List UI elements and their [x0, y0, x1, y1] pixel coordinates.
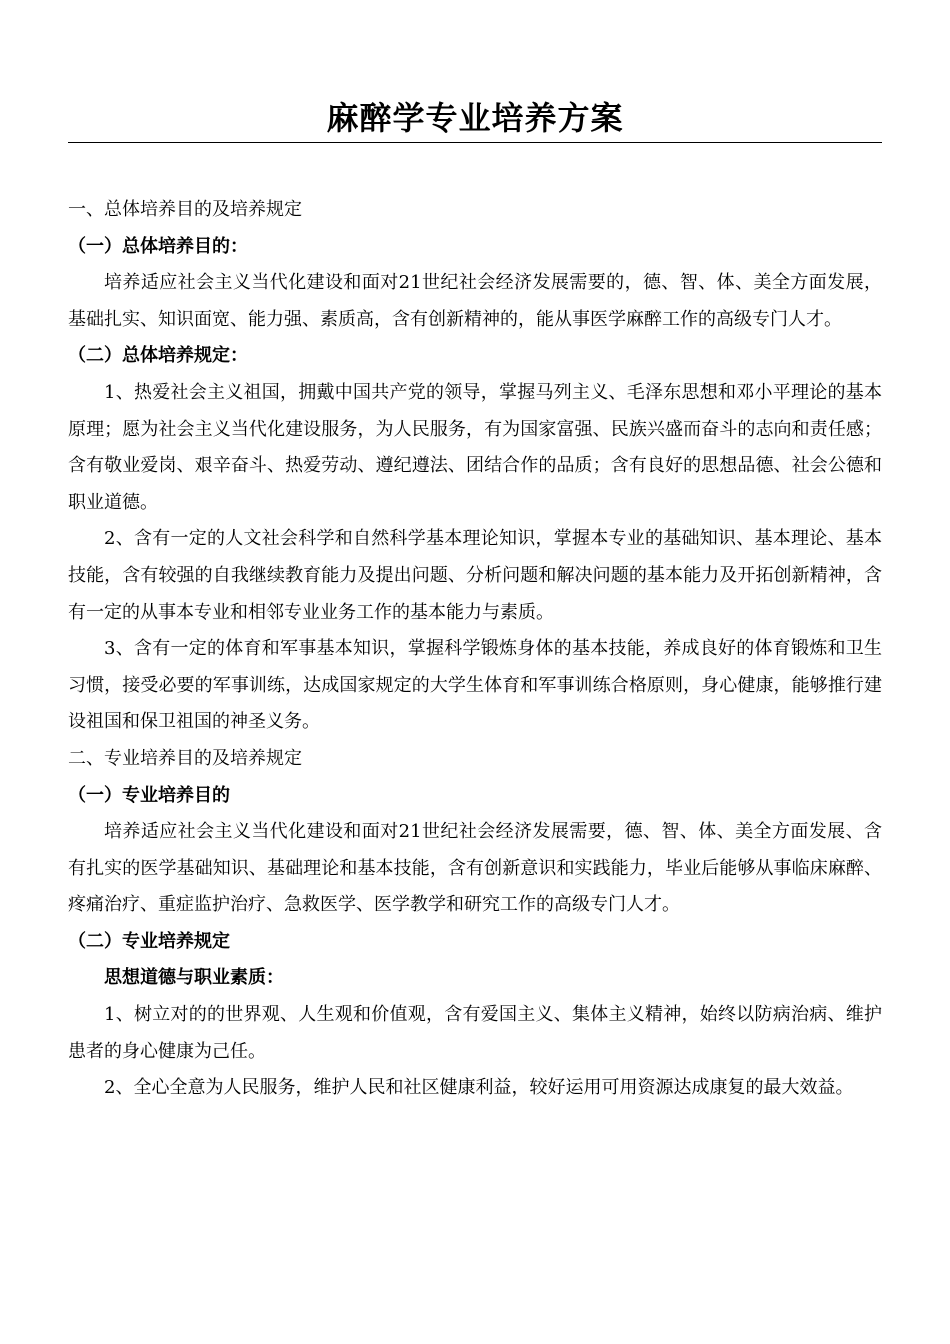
paragraph-overall-goal: 培养适应社会主义当代化建设和面对21世纪社会经济发展需要的，德、智、体、美全方面发展，基础扎实、知识面宽、能力强、素质高，含有创新精神的，能从事医学麻醉工作的高级专门人才。	[68, 272, 882, 330]
document-title: 麻醉学专业培养方案	[326, 99, 624, 137]
subsection-label-ethics: 思想道德与职业素质：	[104, 967, 284, 989]
document-body	[68, 192, 882, 1107]
paragraph-specialty-goal: 培养适应社会主义当代化建设和面对21世纪社会经济发展需要，德、智、体、美全方面发展、含有扎实的医学基础知识、基础理论和基本技能，含有创新意识和实践能力，毕业后能够从事临床麻醉、疼痛治疗、重症监护治疗、急救医学、医学教学和研究工作的高级专门人才。	[68, 821, 882, 916]
title-divider	[68, 142, 882, 143]
section-heading-2: 二、专业培养目的及培养规定	[68, 747, 302, 769]
subsection-heading-2-1: （一）专业培养目的	[68, 784, 230, 806]
paragraph-ethics-1: 1、树立对的的世界观、人生观和价值观，含有爱国主义、集体主义精神，始终以防病治病、维护患者的身心健康为己任。	[68, 1004, 882, 1062]
paragraph-requirement-2: 2、含有一定的人文社会科学和自然科学基本理论知识，掌握本专业的基础知识、基本理论、基本技能，含有较强的自我继续教育能力及提出问题、分析问题和解决问题的基本能力及开拓创新精神，含有一定的从事本专业和相邻专业业务工作的基本能力与素质。	[68, 528, 882, 623]
paragraph-requirement-1: 1、热爱社会主义祖国，拥戴中国共产党的领导，掌握马列主义、毛泽东思想和邓小平理论的基本原理；愿为社会主义当代化建设服务，为人民服务，有为国家富强、民族兴盛而奋斗的志向和责任感；含有敬业爱岗、艰辛奋斗、热爱劳动、遵纪遵法、团结合作的品质；含有良好的思想品德、社会公德和职业道德。	[68, 381, 882, 513]
subsection-heading-1-2: （二）总体培养规定：	[68, 345, 248, 367]
subsection-heading-2-2: （二）专业培养规定	[68, 930, 230, 952]
paragraph-requirement-3: 3、含有一定的体育和军事基本知识，掌握科学锻炼身体的基本技能，养成良好的体育锻炼和卫生习惯，接受必要的军事训练，达成国家规定的大学生体育和军事训练合格原则，身心健康，能够推行建设祖国和保卫祖国的神圣义务。	[68, 638, 882, 733]
paragraph-ethics-2: 2、全心全意为人民服务，维护人民和社区健康利益，较好运用可用资源达成康复的最大效益。	[104, 1077, 854, 1099]
subsection-heading-1-1: （一）总体培养目的：	[68, 235, 248, 257]
section-heading-1: 一、总体培养目的及培养规定	[68, 199, 302, 220]
